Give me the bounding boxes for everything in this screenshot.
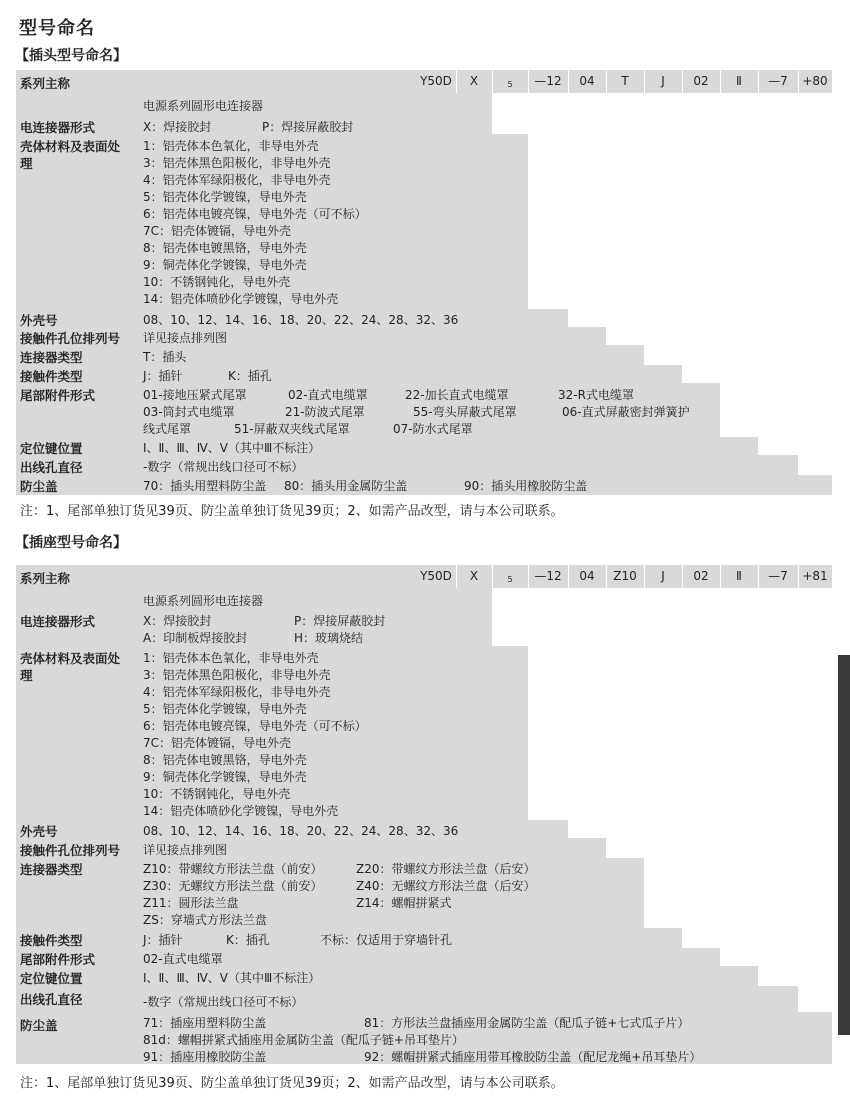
socket-conn-type-item: Z30：无螺纹方形法兰盘（前安） [143, 879, 323, 893]
socket-form-label: 电连接器形式 [20, 614, 96, 629]
plug-code-size: —12 [534, 74, 562, 88]
plug-shell-label: 壳体材料及表面处 [20, 139, 121, 154]
socket-tail-label: 尾部附件形式 [20, 952, 96, 967]
socket-code-arrangement: 04 [579, 569, 595, 583]
socket-conn-type-item: Z40：无螺纹方形法兰盘（后安） [356, 879, 536, 893]
socket-form-item: A：印制板焊接胶封 [143, 631, 248, 645]
plug-code-form: X [469, 74, 479, 88]
socket-cap-item: 81：方形法兰盘插座用金属防尘盖（配瓜子链+七式瓜子片） [364, 1016, 690, 1030]
plug-shell-item: 5：铝壳体化学镀镍，导电外壳 [143, 190, 307, 204]
plug-shell-item: 8：铝壳体电镀黑铬，导电外壳 [143, 241, 307, 255]
plug-tail-item: 线式尾罩 [143, 422, 192, 436]
plug-code-shell: 5 [507, 80, 513, 89]
plug-cap-label: 防尘盖 [20, 479, 58, 494]
socket-conn-type-item: Z20：带螺纹方形法兰盘（后安） [356, 862, 536, 876]
plug-tail-item: 07-防水式尾罩 [393, 422, 473, 436]
socket-note: 注：1、尾部单独订货见39页、防尘盖单独订货见39页；2、如需产品改型，请与本公司联系。 [20, 1076, 564, 1091]
plug-contact-type-item: K：插孔 [228, 369, 272, 383]
socket-cap-item: 71：插座用塑料防尘盖 [143, 1016, 267, 1030]
plug-arrangement-value: 详见接点排列图 [143, 331, 228, 345]
socket-shell-label: 壳体材料及表面处 [20, 651, 121, 666]
socket-size-value: 08、10、12、14、16、18、20、22、24、28、32、36 [143, 824, 459, 838]
plug-shell-item: 14：铝壳体喷砂化学镀镍，导电外壳 [143, 292, 339, 306]
plug-size-label: 外壳号 [20, 313, 58, 328]
socket-code-form: X [469, 569, 479, 583]
plug-form-item: X：焊接胶封 [143, 120, 212, 134]
socket-contact-type-label: 接触件类型 [20, 933, 83, 948]
plug-tail-item: 03-筒封式电缆罩 [143, 405, 235, 419]
socket-conn-type-item: Z11：圆形法兰盘 [143, 896, 239, 910]
socket-code-size: —12 [534, 569, 562, 583]
plug-shell-item: 10：不锈钢钝化，导电外壳 [143, 275, 291, 289]
plug-form-label: 电连接器形式 [20, 120, 96, 135]
plug-outlet-label: 出线孔直径 [20, 460, 83, 475]
plug-size-value: 08、10、12、14、16、18、20、22、24、28、32、36 [143, 313, 459, 327]
side-tab [838, 655, 850, 1035]
socket-code-type: Z10 [613, 569, 637, 583]
plug-shell-item: 4：铝壳体军绿阳极化，非导电外壳 [143, 173, 331, 187]
plug-code-cap: +80 [802, 74, 828, 88]
plug-form-item: P：焊接屏蔽胶封 [262, 120, 354, 134]
socket-code-tail: 02 [693, 569, 709, 583]
socket-series-label: 系列主称 [20, 571, 71, 586]
socket-cap-item: 92：螺帽拼紧式插座用带耳橡胶防尘盖（配尼龙绳+吊耳垫片） [364, 1050, 702, 1064]
socket-key-label: 定位键位置 [20, 971, 83, 986]
socket-shell-item: 7C：铝壳体镀镉，导电外壳 [143, 736, 292, 750]
socket-code-cap: +81 [802, 569, 828, 583]
plug-code-key: Ⅱ [736, 74, 742, 88]
socket-shell-item: 10：不锈钢钝化，导电外壳 [143, 787, 291, 801]
plug-key-label: 定位键位置 [20, 441, 83, 456]
plug-shell-item: 3：铝壳体黑色阳极化，非导电外壳 [143, 156, 331, 170]
socket-form-item: H：玻璃烧结 [294, 631, 364, 645]
socket-code-shell: 5 [507, 575, 513, 584]
socket-form-item: P：焊接屏蔽胶封 [294, 614, 386, 628]
plug-cap-item: 80：插头用金属防尘盖 [284, 479, 408, 493]
socket-conn-type-item: Z14：螺帽拼紧式 [356, 896, 452, 910]
plug-shell-item: 7C：铝壳体镀镉，导电外壳 [143, 224, 292, 238]
plug-shell-item: 6：铝壳体电镀亮镍，导电外壳（可不标） [143, 207, 367, 221]
socket-cap-label: 防尘盖 [20, 1018, 58, 1033]
plug-code-series: Y50D [420, 74, 452, 88]
plug-cap-item: 90：插头用橡胶防尘盖 [464, 479, 588, 493]
plug-note: 注：1、尾部单独订货见39页、防尘盖单独订货见39页；2、如需产品改型，请与本公司联系。 [20, 504, 564, 519]
socket-contact-type-item: 不标：仅适用于穿墙针孔 [320, 933, 453, 947]
plug-shell-label-cont: 理 [20, 156, 33, 171]
plug-cap-item: 70：插头用塑料防尘盖 [143, 479, 267, 493]
plug-code-contact: J [661, 74, 665, 88]
socket-arrangement-value: 详见接点排列图 [143, 843, 228, 857]
plug-code-tail: 02 [693, 74, 709, 88]
plug-shell-item: 9：铜壳体化学镀镍，导电外壳 [143, 258, 307, 272]
socket-code-key: Ⅱ [736, 569, 742, 583]
socket-series-desc: 电源系列圆形电连接器 [143, 594, 264, 608]
socket-conn-type-label: 连接器类型 [20, 862, 83, 877]
socket-outlet-label: 出线孔直径 [20, 992, 83, 1007]
socket-arrangement-label: 接触件孔位排列号 [20, 843, 121, 858]
plug-section-title: 【插头型号命名】 [15, 48, 127, 64]
socket-shell-item: 9：铜壳体化学镀镍，导电外壳 [143, 770, 307, 784]
page-title: 型号命名 [19, 18, 95, 39]
socket-key-value: Ⅰ、Ⅱ、Ⅲ、Ⅳ、Ⅴ（其中Ⅲ不标注） [143, 971, 321, 985]
socket-form-item: X：焊接胶封 [143, 614, 212, 628]
plug-code-arrangement: 04 [579, 74, 595, 88]
socket-shell-item: 4：铝壳体军绿阳极化，非导电外壳 [143, 685, 331, 699]
socket-shell-item: 1：铝壳体本色氧化，非导电外壳 [143, 651, 319, 665]
plug-contact-type-label: 接触件类型 [20, 369, 83, 384]
socket-contact-type-item: J：插针 [143, 933, 183, 947]
plug-contact-type-item: J：插针 [143, 369, 183, 383]
socket-shell-item: 6：铝壳体电镀亮镍，导电外壳（可不标） [143, 719, 367, 733]
socket-shell-item: 8：铝壳体电镀黑铬，导电外壳 [143, 753, 307, 767]
socket-code-contact: J [661, 569, 665, 583]
plug-conn-type-value: T：插头 [143, 350, 187, 364]
socket-shell-item: 5：铝壳体化学镀镍，导电外壳 [143, 702, 307, 716]
socket-contact-type-item: K：插孔 [226, 933, 270, 947]
plug-series-label: 系列主称 [20, 76, 71, 91]
plug-shell-item: 1：铝壳体本色氧化，非导电外壳 [143, 139, 319, 153]
socket-cap-item: 91：插座用橡胶防尘盖 [143, 1050, 267, 1064]
plug-tail-item: 06-直式屏蔽密封弹簧护 [562, 405, 690, 419]
socket-conn-type-item: ZS：穿墙式方形法兰盘 [143, 913, 267, 927]
socket-code-outlet: —7 [768, 569, 788, 583]
plug-tail-item: 51-屏蔽双夹线式尾罩 [234, 422, 350, 436]
plug-conn-type-label: 连接器类型 [20, 350, 83, 365]
socket-tail-value: 02-直式电缆罩 [143, 952, 223, 966]
socket-outlet-value: -数字（常规出线口径可不标） [143, 995, 304, 1009]
plug-tail-item: 32-R式电缆罩 [558, 388, 634, 402]
socket-size-label: 外壳号 [20, 824, 58, 839]
plug-outlet-value: -数字（常规出线口径可不标） [143, 460, 304, 474]
socket-cap-item: 81d：螺帽拼紧式插座用金属防尘盖（配瓜子链+吊耳垫片） [143, 1033, 464, 1047]
plug-key-value: Ⅰ、Ⅱ、Ⅲ、Ⅳ、Ⅴ（其中Ⅲ不标注） [143, 441, 321, 455]
socket-section-title: 【插座型号命名】 [15, 535, 127, 551]
socket-code-series: Y50D [420, 569, 452, 583]
plug-code-outlet: —7 [768, 74, 788, 88]
plug-code-type: T [621, 74, 629, 88]
plug-tail-item: 22-加长直式电缆罩 [405, 388, 509, 402]
plug-tail-item: 55-弯头屏蔽式尾罩 [413, 405, 517, 419]
plug-arrangement-label: 接触件孔位排列号 [20, 331, 121, 346]
plug-series-desc: 电源系列圆形电连接器 [143, 99, 264, 113]
socket-shell-label-cont: 理 [20, 668, 33, 683]
plug-tail-item: 21-防波式尾罩 [285, 405, 365, 419]
socket-conn-type-item: Z10：带螺纹方形法兰盘（前安） [143, 862, 323, 876]
socket-shell-item: 3：铝壳体黑色阳极化，非导电外壳 [143, 668, 331, 682]
plug-tail-label: 尾部附件形式 [20, 388, 96, 403]
plug-tail-item: 02-直式电缆罩 [288, 388, 368, 402]
socket-shell-item: 14：铝壳体喷砂化学镀镍，导电外壳 [143, 804, 339, 818]
plug-tail-item: 01-接地压紧式尾罩 [143, 388, 247, 402]
